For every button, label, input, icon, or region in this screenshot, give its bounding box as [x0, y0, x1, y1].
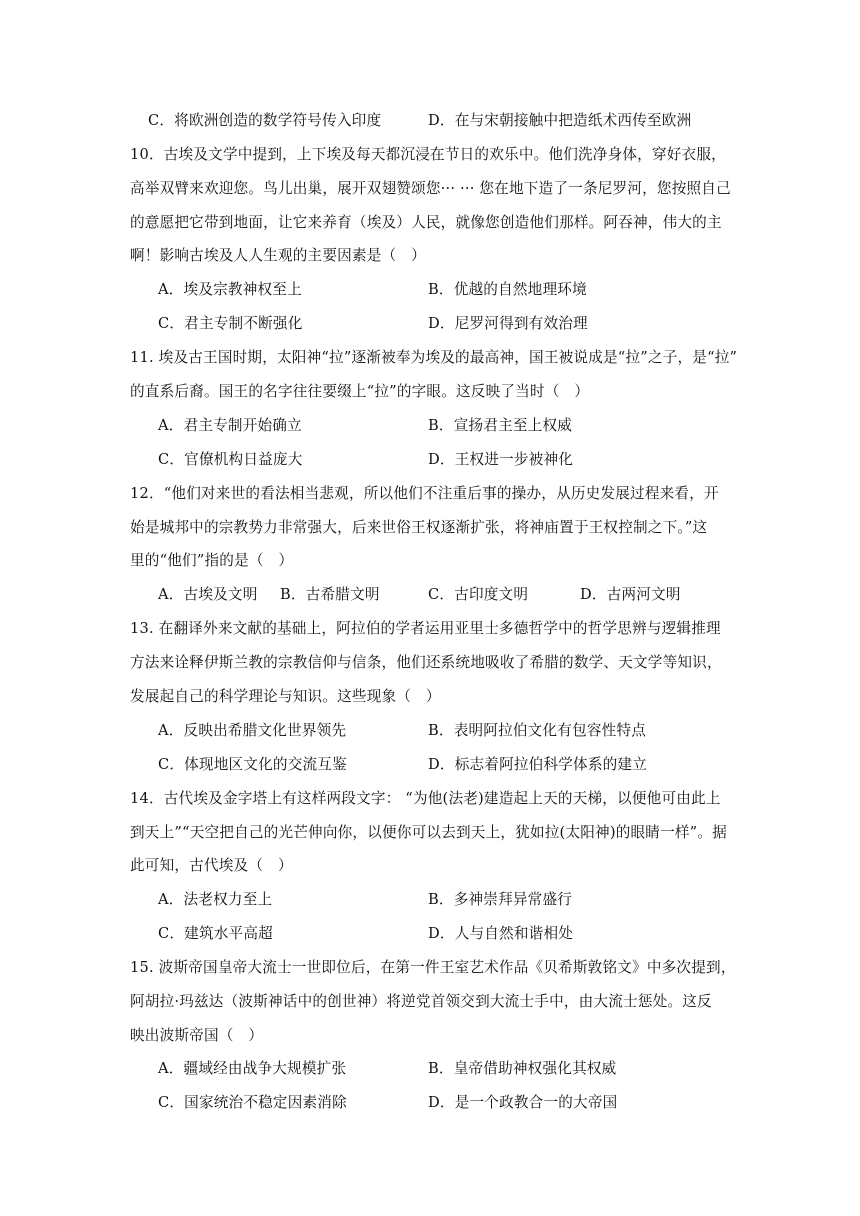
q12-stem-line-3: 里的“他们”指的是（ ） [130, 552, 294, 569]
q10-option-a: A．埃及宗教神权至上 [158, 281, 302, 298]
q11-option-d: D．王权进一步被神化 [428, 451, 574, 468]
q10-stem-line-3: 的意愿把它带到地面，让它来养育（埃及）人民，就像您创造他们那样。阿吞神，伟大的主 [130, 214, 722, 231]
q13-option-a: A．反映出希腊文化世界领先 [158, 722, 347, 739]
q15-stem-line-3: 映出波斯帝国（ ） [130, 1027, 264, 1044]
q14-stem-line-2: 到天上”“天空把自己的光芒伸向你，以便你可以去到天上，犹如拉(太阳神)的眼睛一样”。据 [130, 824, 727, 841]
q10-stem-line-2: 高举双臂来欢迎您。鸟儿出巢，展开双翅赞颂您··· ··· 您在地下造了一条尼罗河，您按照自己 [130, 180, 731, 197]
q12-option-d: D．古两河文明 [580, 586, 681, 603]
q13-option-b: B．表明阿拉伯文化有包容性特点 [428, 722, 647, 739]
q11-option-c: C．官僚机构日益庞大 [158, 451, 303, 468]
q11-option-a: A．君主专制开始确立 [158, 417, 302, 434]
q12-stem-line-1: 12．“他们对来世的看法相当悲观，所以他们不注重后事的操办，从历史发展过程来看，开 [130, 485, 719, 502]
q15-option-c: C．国家统治不稳定因素消除 [158, 1094, 347, 1111]
q15-stem-line-1: 15. 波斯帝国皇帝大流士一世即位后，在第一件王室艺术作品《贝希斯敦铭文》中多次提到， [130, 959, 736, 976]
q9-option-c: C．将欧洲创造的数学符号传入印度 [148, 112, 382, 129]
q11-stem-line-2: 的直系后裔。国王的名字往往要缀上“拉”的字眼。这反映了当时（ ） [130, 383, 590, 400]
q14-option-c: C．建筑水平高超 [158, 925, 273, 942]
q15-option-d: D．是一个政教合一的大帝国 [428, 1094, 618, 1111]
q10-option-b: B．优越的自然地理环境 [428, 281, 587, 298]
q14-option-d: D．人与自然和谐相处 [428, 925, 574, 942]
q13-stem-line-2: 方法来诠释伊斯兰教的宗教信仰与信条，他们还系统地吸收了希腊的数学、天文学等知识， [130, 654, 722, 671]
q12-option-b: B．古希腊文明 [280, 586, 380, 603]
q11-stem-line-1: 11. 埃及古王国时期，太阳神“拉”逐渐被奉为埃及的最高神，国王被说成是“拉”之子，是“拉” [130, 349, 738, 366]
q10-stem-line-4: 啊！影响古埃及人人生观的主要因素是（ ） [130, 247, 426, 264]
q15-option-a: A．疆域经由战争大规模扩张 [158, 1060, 347, 1077]
q13-stem-line-3: 发展起自己的科学理论与知识。这些现象（ ） [130, 688, 441, 705]
q12-option-a: A．古埃及文明 [158, 586, 258, 603]
q10-stem-line-1: 10．古埃及文学中提到，上下埃及每天都沉浸在节日的欢乐中。他们洗净身体，穿好衣服， [130, 146, 726, 163]
q13-option-c: C．体现地区文化的交流互鉴 [158, 756, 347, 773]
q10-option-c: C．君主专制不断强化 [158, 315, 303, 332]
q13-stem-line-1: 13. 在翻译外来文献的基础上，阿拉伯的学者运用亚里士多德哲学中的哲学思辨与逻辑推理 [130, 620, 721, 637]
q9-option-d: D．在与宋朝接触中把造纸术西传至欧洲 [428, 112, 692, 129]
q10-option-d: D．尼罗河得到有效治理 [428, 315, 588, 332]
q15-stem-line-2: 阿胡拉·玛兹达（波斯神话中的创世神）将逆党首领交到大流士手中，由大流士惩处。这反 [130, 993, 712, 1010]
q12-stem-line-2: 始是城邦中的宗教势力非常强大，后来世俗王权逐渐扩张，将神庙置于王权控制之下。”这 [130, 519, 708, 536]
q14-option-b: B．多神崇拜异常盛行 [428, 891, 573, 908]
q15-option-b: B．皇帝借助神权强化其权威 [428, 1060, 617, 1077]
q13-option-d: D．标志着阿拉伯科学体系的建立 [428, 756, 648, 773]
q11-option-b: B．宣扬君主至上权威 [428, 417, 573, 434]
q14-stem-line-3: 此可知，古代埃及（ ） [130, 857, 293, 874]
q14-option-a: A．法老权力至上 [158, 891, 273, 908]
q14-stem-line-1: 14．古代埃及金字塔上有这样两段文字： “为他(法老)建造起上天的天梯，以便他可由此上 [130, 790, 721, 807]
q12-option-c: C．古印度文明 [428, 586, 529, 603]
